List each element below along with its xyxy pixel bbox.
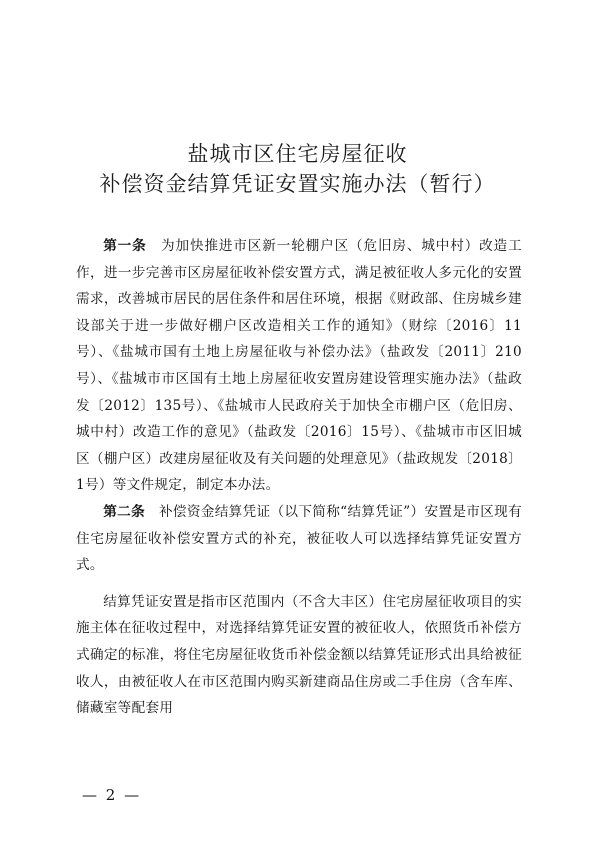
document-title-line-1: 盐城市区住宅房屋征收 [187, 142, 408, 166]
article-2 [76, 499, 522, 579]
article-1 [76, 233, 522, 499]
article-1-text: 为加快推进市区新一轮棚户区（危旧房、城中村）改造工作，进一步完善市区房屋征收补偿安置方式，满足被征收人多元化的安置需求，改善城市居民的居住条件和居住环境，根据《财政部、住房城乡建设部关于进一步做好棚户区改造相关工作的通知》（财综〔2016〕11号）、《盐城市国有土地上房屋征收与补偿办法》（盐政发〔2011〕210号）、《盐城市市区国有土地上房屋征收安置房建设管理实施办法》（盐政发〔2012〕135号）、《盐城市人民政府关于加快全市棚户区（危旧房、城中村）改造工作的意见》（盐政发〔2016〕15号）、《盐城市市区旧城区（棚户区）改建房屋征收及有关问题的处理意见》（盐政规发〔2018〕1号）等文件规定，制定本办法。 [76, 238, 522, 494]
document-body [76, 233, 522, 722]
article-2-label: 第二条 [103, 503, 146, 520]
page-number: — 2 — [82, 786, 142, 804]
document-title-line-2: 补偿资金结算凭证安置实施办法（暂行） [99, 172, 496, 196]
paragraph-3: 结算凭证安置是指市区范围内（不含大丰区）住宅房屋征收项目的实施主体在征收过程中，对选择结算凭证安置的被征收人，依照货币补偿方式确定的标准，将住宅房屋征收货币补偿金额以结算凭证形式出具给被征收人，由被征收人在市区范围内购买新建商品住房或二手住房（含车库、储藏室等配套用 [76, 593, 522, 717]
article-2-text: 补偿资金结算凭证（以下简称“结算凭证”）安置是市区现有住宅房屋征收补偿安置方式的补充，被征收人可以选择结算凭证安置方式。 [76, 503, 523, 574]
article-1-label: 第一条 [103, 238, 147, 254]
